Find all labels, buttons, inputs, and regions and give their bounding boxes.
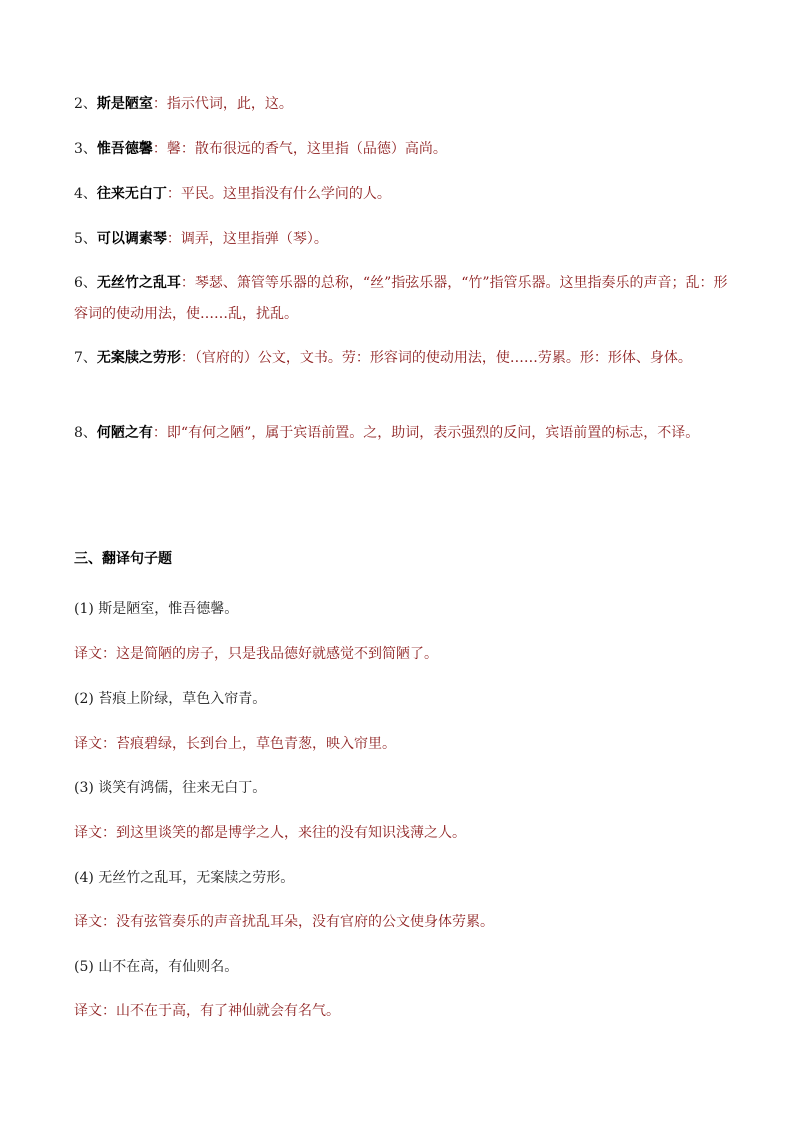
note-number: 2、 <box>74 96 97 112</box>
note-5 <box>74 231 734 247</box>
sentence-translation: 译文：没有弦管奏乐的声音扰乱耳朵，没有官府的公文使身体劳累。 <box>74 914 494 930</box>
note-explanation: 即“有何之陋”，属于宾语前置。之，助词，表示强烈的反问，宾语前置的标志，不译。 <box>166 425 700 441</box>
note-number: 8、 <box>74 425 97 441</box>
note-8 <box>74 418 734 449</box>
note-separator: ： <box>166 231 181 247</box>
note-term: 可以调素琴 <box>96 231 167 247</box>
note-7 <box>74 343 734 374</box>
note-term: 往来无白丁 <box>96 186 167 202</box>
note-term: 无案牍之劳形 <box>96 350 181 366</box>
note-number: 7、 <box>74 350 97 366</box>
note-term: 无丝竹之乱耳 <box>96 275 181 291</box>
note-explanation: （官府的）公文，文书。劳：形容词的使动用法，使……劳累。形：形体、身体。 <box>194 350 692 366</box>
note-separator: ： <box>180 350 195 366</box>
note-2 <box>74 96 734 112</box>
sentence-translation: 译文：到这里谈笑的都是博学之人，来往的没有知识浅薄之人。 <box>74 825 466 841</box>
note-separator: ： <box>152 141 167 157</box>
note-explanation: 调弄，这里指弹（琴）。 <box>180 231 328 247</box>
note-term: 何陋之有 <box>96 425 153 441</box>
note-number: 3、 <box>74 141 97 157</box>
section-heading: 三、翻译句子题 <box>74 551 172 567</box>
note-separator: ： <box>166 186 181 202</box>
note-explanation: 馨：散布很远的香气，这里指（品德）高尚。 <box>166 141 447 157</box>
note-explanation: 琴瑟、箫管等乐器的总称，“丝”指弦乐器，“竹”指管乐器。这里指奏乐的声音；乱：形容词的使动用法，使……乱，扰乱。 <box>74 275 728 322</box>
note-term: 斯是陋室 <box>96 96 153 112</box>
sentence-original: (4) 无丝竹之乱耳，无案牍之劳形。 <box>74 870 295 886</box>
note-explanation: 指示代词，此，这。 <box>166 96 293 112</box>
note-6 <box>74 268 734 330</box>
note-number: 6、 <box>74 275 97 291</box>
note-separator: ： <box>152 96 167 112</box>
note-4 <box>74 186 734 202</box>
sentence-original: (5) 山不在高，有仙则名。 <box>74 959 239 975</box>
sentence-translation: 译文：这是简陋的房子，只是我品德好就感觉不到简陋了。 <box>74 646 438 662</box>
note-separator: ： <box>180 275 195 291</box>
note-number: 5、 <box>74 231 97 247</box>
sentence-translation: 译文：苔痕碧绿，长到台上，草色青葱，映入帘里。 <box>74 736 396 752</box>
sentence-original: (3) 谈笑有鸿儒，往来无白丁。 <box>74 780 267 796</box>
note-explanation: 平民。这里指没有什么学问的人。 <box>180 186 391 202</box>
note-separator: ： <box>152 425 167 441</box>
sentence-original: (2) 苔痕上阶绿，草色入帘青。 <box>74 691 267 707</box>
note-term: 惟吾德馨 <box>96 141 153 157</box>
note-3 <box>74 141 734 157</box>
sentence-original: (1) 斯是陋室，惟吾德馨。 <box>74 601 239 617</box>
sentence-translation: 译文：山不在于高，有了神仙就会有名气。 <box>74 1003 340 1019</box>
note-number: 4、 <box>74 186 97 202</box>
